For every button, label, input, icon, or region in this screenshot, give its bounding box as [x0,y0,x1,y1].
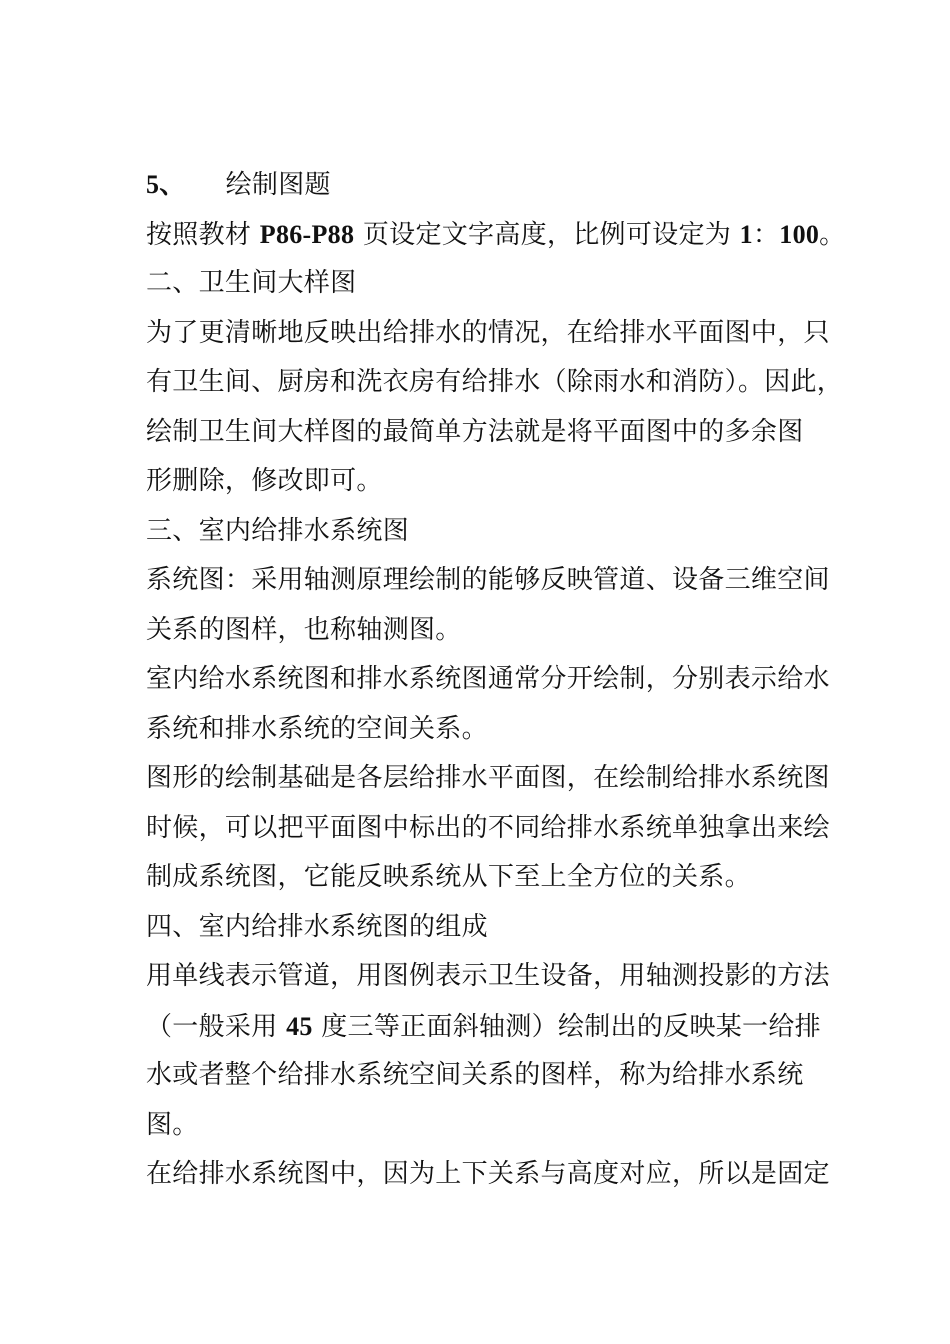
text-run: ： [752,219,780,250]
section-4-line: 用单线表示管道，用图例表示卫生设备，用轴测投影的方法 [146,961,830,991]
text-run: 。 [819,219,846,250]
section-4-line: 图。 [146,1109,199,1140]
text-run: 页设定文字高度，比例可设定为 [354,219,740,250]
page-range: P86-P88 [259,219,355,249]
section-3-line: 系统图：采用轴测原理绘制的能够反映管道、设备三维空间 [146,565,830,595]
paragraph-text-height [146,210,846,260]
scale-right: 100 [779,219,820,249]
section-3-line: 图形的绘制基础是各层给排水平面图，在绘制给排水系统图 [146,763,830,793]
section-3-line: 系统和排水系统的空间关系。 [146,713,488,744]
document-page [146,160,846,1200]
section-2-line: 绘制卫生间大样图的最简单方法就是将平面图中的多余图 [146,416,804,447]
text-run: 按照教材 [146,219,260,250]
section-2-line: 为了更清晰地反映出给排水的情况，在给排水平面图中，只 [146,317,830,348]
angle-value: 45 [286,1011,313,1041]
section-2-line: 形删除，修改即可。 [146,466,383,496]
section-2-title: 二、卫生间大样图 [146,268,357,298]
section-4-line [146,1002,821,1052]
text-run: 度三等正面斜轴测）绘制出的反映某一给排 [312,1011,821,1042]
section-3-title: 三、室内给排水系统图 [146,515,410,546]
section-3-line: 室内给水系统图和排水系统图通常分开绘制，分别表示给水 [146,664,830,694]
section-4-title: 四、室内给排水系统图的组成 [146,911,488,942]
section-3-line: 关系的图样，也称轴测图。 [146,614,462,645]
scale-left: 1 [739,219,753,249]
heading-number: 5、 [146,170,186,199]
section-3-line: 时候，可以把平面图中标出的不同给排水系统单独拿出来绘 [146,812,830,843]
text-run: （一般采用 [146,1011,287,1042]
section-4-line: 水或者整个给排水系统空间关系的图样，称为给排水系统 [146,1060,804,1090]
section-4-line: 在给排水系统图中，因为上下关系与高度对应，所以是固定 [146,1159,830,1189]
section-3-line: 制成系统图，它能反映系统从下至上全方位的关系。 [146,862,751,892]
heading-5 [146,160,818,210]
section-2-line: 有卫生间、厨房和洗衣房有给排水（除雨水和消防）。因此， [146,367,844,397]
heading-title: 绘制图题 [225,170,331,200]
